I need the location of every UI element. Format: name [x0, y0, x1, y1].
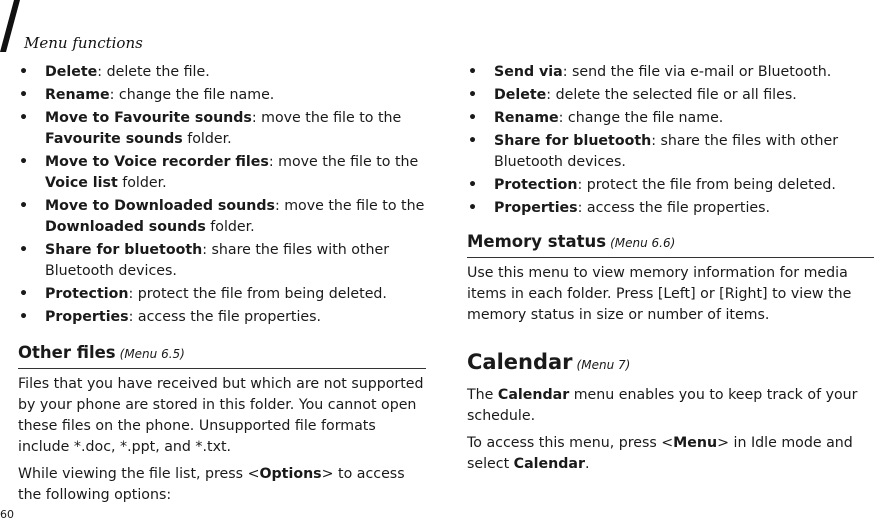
right-column	[467, 62, 874, 481]
file-options-list	[18, 62, 426, 328]
list-item: • Share for bluetooth: share the files with other Bluetooth devices.	[468, 133, 839, 170]
list-item: • Properties: access the file properties.	[19, 309, 322, 325]
other-files-description: Files that you have received but which are not supported by your phone are stored in this folder. You cannot open these files on the phone. Unsupported file formats include *.doc, *.ppt, and *.txt.	[18, 376, 424, 455]
other-files-heading: Other files (Menu 6.5)	[18, 342, 426, 369]
list-item: • Move to Downloaded sounds: move the file to the Downloaded sounds folder.	[19, 198, 425, 235]
list-item: • Delete: delete the selected file or all files.	[468, 87, 797, 103]
list-item: • Move to Voice recorder files: move the file to the Voice list folder.	[19, 154, 419, 191]
list-item: • Share for bluetooth: share the files with other Bluetooth devices.	[19, 242, 390, 279]
list-item: • Protection: protect the file from being deleted.	[468, 177, 836, 193]
page-number: 60	[0, 508, 14, 521]
memory-status-heading: Memory status (Menu 6.6)	[467, 231, 874, 258]
other-files-options-intro: While viewing the file list, press <Options> to access the following options:	[18, 466, 405, 503]
page-header-title: Menu functions	[24, 34, 143, 52]
calendar-heading: Calendar (Menu 7)	[467, 350, 631, 374]
list-item: • Rename: change the file name.	[468, 110, 724, 126]
list-item: • Rename: change the file name.	[19, 87, 275, 103]
list-item: • Protection: protect the file from being deleted.	[19, 286, 387, 302]
list-item: • Send via: send the file via e-mail or Bluetooth.	[468, 64, 832, 80]
memory-status-description: Use this menu to view memory information for media items in each folder. Press [Left] or [Right] to view the memory status in size or number of items.	[467, 265, 852, 323]
list-item: • Delete: delete the file.	[19, 64, 210, 80]
list-item: • Properties: access the file properties.	[468, 200, 771, 216]
calendar-access-instructions: To access this menu, press <Menu> in Idle mode and select Calendar.	[467, 435, 853, 472]
list-item: • Move to Favourite sounds: move the file to the Favourite sounds folder.	[19, 110, 402, 147]
calendar-description: The Calendar menu enables you to keep track of your schedule.	[467, 387, 858, 424]
left-column	[18, 62, 426, 512]
other-files-options-list	[467, 62, 874, 219]
